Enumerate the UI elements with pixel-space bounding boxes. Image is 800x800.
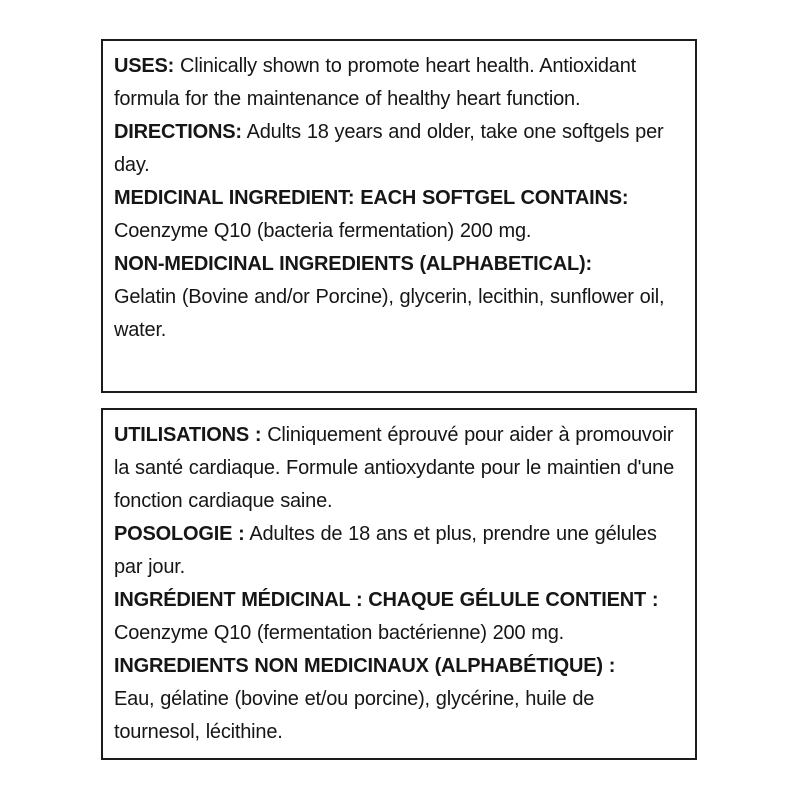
medicinal-ingredient-label: MEDICINAL INGREDIENT: EACH SOFTGEL CONTAINS: — [114, 187, 629, 209]
french-label-panel — [101, 408, 697, 760]
posologie-text: Adultes de 18 ans et plus, prendre une gélules par jour. — [114, 523, 657, 578]
non-medicinal-ingredients-label: NON-MEDICINAL INGREDIENTS (ALPHABETICAL): — [114, 253, 592, 275]
non-medicinal-ingredients-section — [114, 248, 683, 347]
utilisations-label: UTILISATIONS : — [114, 424, 262, 446]
ingredients-non-medicinaux-label: INGREDIENTS NON MEDICINAUX (ALPHABÉTIQUE) : — [114, 655, 616, 677]
ingredient-medicinal-text: Coenzyme Q10 (fermentation bactérienne) 200 mg. — [114, 622, 565, 644]
directions-section — [114, 116, 683, 182]
uses-text: Clinically shown to promote heart health. Antioxidant formula for the maintenance of healthy heart function. — [114, 55, 636, 110]
medicinal-ingredient-text: Coenzyme Q10 (bacteria fermentation) 200 mg. — [114, 220, 532, 242]
ingredients-non-medicinaux-section — [114, 650, 683, 749]
uses-section — [114, 50, 683, 116]
uses-label: USES: — [114, 55, 175, 77]
ingredients-non-medicinaux-text: Eau, gélatine (bovine et/ou porcine), glycérine, huile de tournesol, lécithine. — [114, 688, 595, 743]
non-medicinal-ingredients-text: Gelatin (Bovine and/or Porcine), glycerin, lecithin, sunflower oil, water. — [114, 286, 665, 341]
directions-label: DIRECTIONS: — [114, 121, 242, 143]
english-label-panel — [101, 39, 697, 393]
utilisations-section — [114, 419, 683, 518]
ingredient-medicinal-label: INGRÉDIENT MÉDICINAL : CHAQUE GÉLULE CONTIENT : — [114, 589, 659, 611]
posologie-section — [114, 518, 683, 584]
utilisations-text: Cliniquement éprouvé pour aider à promouvoir la santé cardiaque. Formule antioxydante pour le maintien d'une fonction cardiaque saine. — [114, 424, 675, 512]
medicinal-ingredient-section — [114, 182, 683, 248]
ingredient-medicinal-section — [114, 584, 683, 650]
directions-text: Adults 18 years and older, take one softgels per day. — [114, 121, 664, 176]
posologie-label: POSOLOGIE : — [114, 523, 245, 545]
